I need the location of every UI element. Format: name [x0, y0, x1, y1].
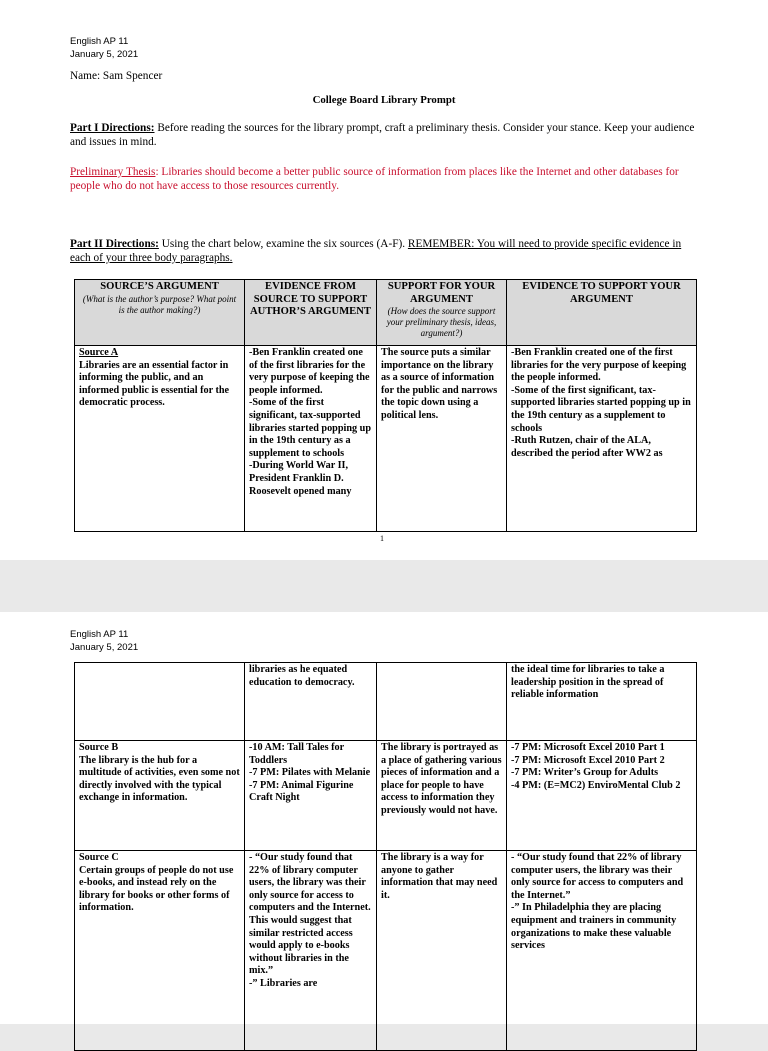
source-a-your-evidence-cell: -Ben Franklin created one of the first libraries for the very purpose of keeping the people informed. -Some of the first significant, tax-supported libraries started popping up in the 19th century as a supplement to schools -Ruth Rutzen, chair of the ALA, described the period after WW2 as: [507, 346, 697, 532]
continued-evidence-cell: libraries as he equated education to democracy.: [245, 663, 377, 741]
table-row-source-b: [75, 741, 697, 851]
page-number: 1: [380, 534, 384, 543]
source-c-argument-cell: Source C Certain groups of people do not use e-books, and instead rely on the library for books or other forms of information.: [75, 851, 245, 1051]
sources-table: [74, 279, 697, 532]
part2-label: Part II Directions:: [70, 238, 159, 250]
student-name: Name: Sam Spencer: [70, 70, 163, 82]
source-b-support-cell: The library is portrayed as a place of gathering various pieces of information and a place for people to have access to information they previously would not have.: [377, 741, 507, 851]
table-row-source-a: [75, 346, 697, 532]
part2-directions: [70, 237, 702, 265]
header-date-page2: January 5, 2021: [70, 642, 139, 653]
document-page-2: [0, 612, 768, 1024]
header-sources-argument: SOURCE’S ARGUMENT (What is the author’s purpose? What point is the author making?): [75, 280, 245, 346]
thesis-label: Preliminary Thesis: [70, 166, 156, 178]
table-header-row: [75, 280, 697, 346]
source-a-support-cell: The source puts a similar importance on the library as a source of information for the public and narrows the topic down using a political lens.: [377, 346, 507, 532]
preliminary-thesis: [70, 165, 702, 193]
thesis-text: : Libraries should become a better public source of information from places like the Internet and other databases for people who do not have access to those resources currently.: [70, 166, 679, 192]
source-b-argument-cell: Source B The library is the hub for a multitude of activities, even some not directly involved with the typical exchange in information.: [75, 741, 245, 851]
header-course-page2: English AP 11: [70, 629, 129, 640]
sources-table-continued: [74, 662, 697, 1051]
source-a-argument-cell: Source A Libraries are an essential factor in informing the public, and an informed public is essential for the democratic process.: [75, 346, 245, 532]
source-b-evidence-cell: -10 AM: Tall Tales for Toddlers -7 PM: Pilates with Melanie -7 PM: Animal Figurine Craft Night: [245, 741, 377, 851]
continued-argument-cell: [75, 663, 245, 741]
part1-text: Before reading the sources for the library prompt, craft a preliminary thesis. Consider your stance. Keep your audience and issues in mind.: [70, 122, 695, 148]
source-b-label: Source B: [79, 742, 119, 753]
header-course: English AP 11: [70, 36, 129, 47]
part1-label: Part I Directions:: [70, 122, 155, 134]
header-evidence-to-support: EVIDENCE TO SUPPORT YOUR ARGUMENT: [507, 280, 697, 346]
source-b-your-evidence-cell: -7 PM: Microsoft Excel 2010 Part 1 -7 PM: Microsoft Excel 2010 Part 2 -7 PM: Writer’s Group for Adults -4 PM: (E=MC2) EnviroMental Club 2: [507, 741, 697, 851]
continued-your-evidence-cell: the ideal time for libraries to take a leadership position in the spread of reliable information: [507, 663, 697, 741]
part2-text: Using the chart below, examine the six sources (A-F).: [158, 238, 408, 250]
document-title: College Board Library Prompt: [312, 94, 456, 106]
header-support-for-argument: SUPPORT FOR YOUR ARGUMENT (How does the source support your preliminary thesis, ideas, argument?): [377, 280, 507, 346]
header-date: January 5, 2021: [70, 49, 139, 60]
part1-directions: [70, 121, 702, 149]
continued-support-cell: [377, 663, 507, 741]
table-row-source-a-continued: [75, 663, 697, 741]
source-c-evidence-cell: - “Our study found that 22% of library computer users, the library was their only source for access to computers and the Internet. This would suggest that similar restricted access would apply to e-books without libraries in the mix.” -” Libraries are: [245, 851, 377, 1051]
source-c-label: Source C: [79, 852, 119, 863]
part2-remember: REMEMBER: You will need to provide specific evidence in each of your three body paragraphs.: [70, 238, 682, 264]
table-row-source-c: [75, 851, 697, 1051]
source-c-support-cell: The library is a way for anyone to gather information that may need it.: [377, 851, 507, 1051]
source-c-your-evidence-cell: - “Our study found that 22% of library computer users, the library was their only source for access to computers and the Internet.” -” In Philadelphia they are placing equipment and trainers in community organizations to make these valuable services: [507, 851, 697, 1051]
source-a-label: Source A: [79, 347, 119, 358]
header-evidence-from-source: EVIDENCE FROM SOURCE TO SUPPORT AUTHOR’S ARGUMENT: [245, 280, 377, 346]
source-a-evidence-cell: -Ben Franklin created one of the first libraries for the very purpose of keeping the people informed. -Some of the first significant, tax-supported libraries started popping up in the 19th century as a supplement to schools -During World War II, President Franklin D. Roosevelt opened many: [245, 346, 377, 532]
